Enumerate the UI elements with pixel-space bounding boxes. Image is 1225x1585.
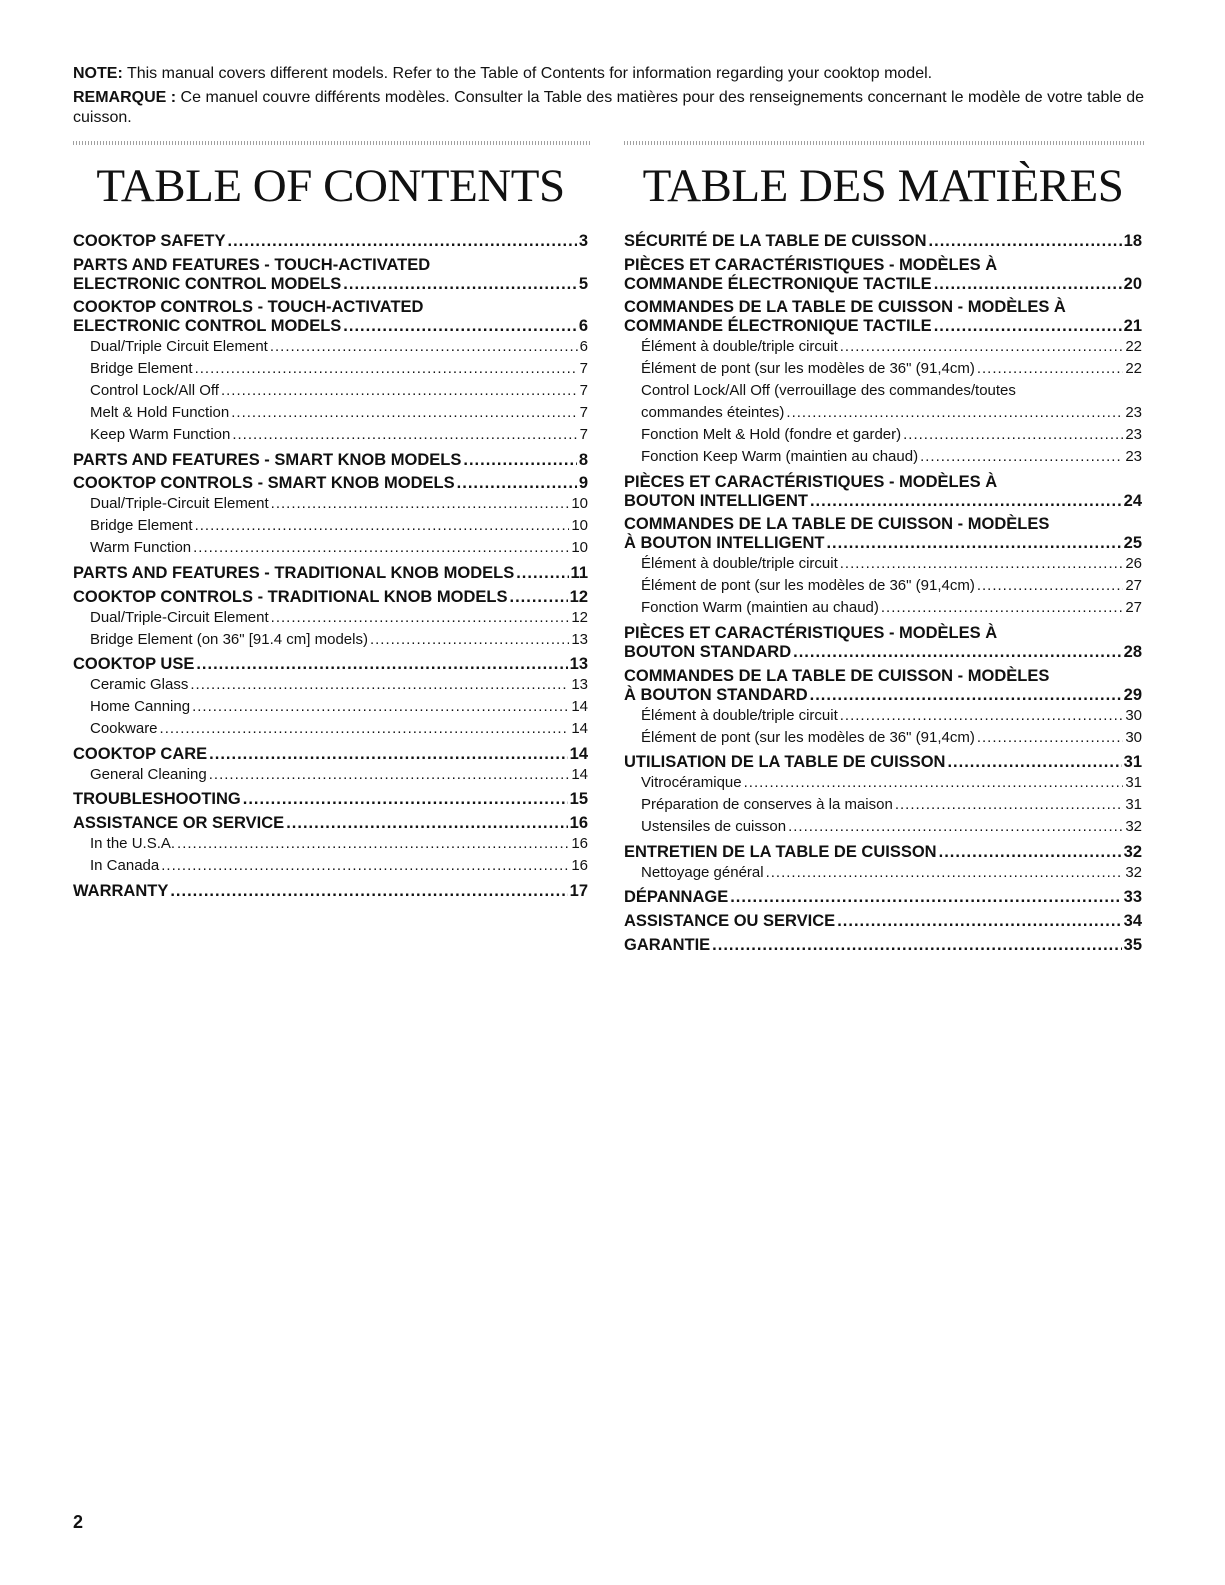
toc-entry[interactable] xyxy=(73,298,588,336)
toc-entry[interactable] xyxy=(624,424,1142,446)
dot-leader xyxy=(766,862,1124,884)
toc-entry[interactable] xyxy=(624,936,1142,955)
toc-entry[interactable] xyxy=(73,451,588,470)
toc-entry[interactable] xyxy=(624,912,1142,931)
toc-entry-title: À BOUTON STANDARD xyxy=(624,685,808,704)
toc-entry-title: Fonction Melt & Hold (fondre et garder) xyxy=(641,426,902,444)
toc-entry-title: ASSISTANCE OU SERVICE xyxy=(624,911,836,930)
toc-entry[interactable] xyxy=(73,336,588,358)
toc-page-number: 3 xyxy=(578,232,588,250)
toc-entry-title: Bridge Element xyxy=(90,360,193,378)
toc-entry-title: Vitrocéramique xyxy=(641,774,742,792)
dot-leader xyxy=(192,696,569,718)
toc-page-number: 14 xyxy=(571,765,588,783)
toc-entry[interactable] xyxy=(624,446,1142,468)
dot-leader xyxy=(195,515,570,537)
dot-leader xyxy=(903,424,1123,446)
toc-page-number: 7 xyxy=(579,382,588,400)
dot-leader xyxy=(271,607,570,629)
toc-page-number: 20 xyxy=(1123,274,1142,293)
toc-page-number: 6 xyxy=(578,317,588,336)
toc-entry[interactable] xyxy=(624,794,1142,816)
dot-leader xyxy=(195,358,578,380)
toc-entry-title: Fonction Warm (maintien au chaud) xyxy=(641,599,879,617)
dot-leader xyxy=(209,764,570,786)
toc-page-number: 31 xyxy=(1125,774,1142,792)
toc-entry-title: TROUBLESHOOTING xyxy=(73,790,241,809)
toc-entry-title-lead: PIÈCES ET CARACTÉRISTIQUES - MODÈLES À xyxy=(624,472,998,491)
dot-leader xyxy=(161,855,569,877)
toc-entry-title: Élément de pont (sur les modèles de 36" (91,4cm) xyxy=(641,360,975,378)
toc-entry-title-lead: Control Lock/All Off (verrouillage des commandes/toutes xyxy=(641,382,1016,400)
toc-page-number: 17 xyxy=(569,881,588,900)
toc-entry[interactable] xyxy=(624,816,1142,838)
toc-page-number: 32 xyxy=(1125,863,1142,881)
toc-entry-title: In Canada xyxy=(90,856,160,874)
dot-leader xyxy=(232,424,577,446)
toc-entry-title: Control Lock/All Off xyxy=(90,382,219,400)
toc-entry[interactable] xyxy=(73,515,588,537)
dot-leader xyxy=(895,794,1124,816)
dot-leader xyxy=(270,336,578,358)
toc-page-number: 31 xyxy=(1125,796,1142,814)
toc-page-number: 24 xyxy=(1123,491,1142,510)
toc-entry[interactable] xyxy=(624,843,1142,862)
toc-entry-title: ELECTRONIC CONTROL MODELS xyxy=(73,317,342,336)
toc-page-number: 27 xyxy=(1125,577,1142,595)
toc-list-french xyxy=(624,232,1142,955)
note-english xyxy=(73,64,1153,84)
toc-entry-title: BOUTON STANDARD xyxy=(624,642,792,661)
toc-entry[interactable] xyxy=(73,232,588,251)
notes-block xyxy=(73,64,1153,132)
dot-leader xyxy=(712,936,1121,955)
dot-leader xyxy=(881,597,1123,619)
toc-page-number: 16 xyxy=(569,813,588,832)
dot-leader xyxy=(840,705,1124,727)
toc-page-number: 23 xyxy=(1125,404,1142,422)
toc-entry[interactable] xyxy=(73,764,588,786)
toc-entry[interactable] xyxy=(624,515,1142,553)
dot-leader xyxy=(810,492,1122,511)
toc-entry-title-lead: COOKTOP CONTROLS - TOUCH-ACTIVATED xyxy=(73,298,424,317)
toc-page-number: 16 xyxy=(571,834,588,852)
dot-leader xyxy=(793,643,1122,662)
toc-page-number: 30 xyxy=(1125,706,1142,724)
toc-entry-title: UTILISATION DE LA TABLE DE CUISSON xyxy=(624,753,946,772)
toc-entry-title: Dual/Triple-Circuit Element xyxy=(90,495,269,513)
toc-page-number: 14 xyxy=(569,744,588,763)
dot-leader xyxy=(939,843,1122,862)
dot-leader xyxy=(160,718,570,740)
toc-page-number: 13 xyxy=(569,655,588,674)
divider-left xyxy=(73,141,590,145)
toc-entry[interactable] xyxy=(624,727,1142,749)
toc-entry[interactable] xyxy=(624,298,1142,336)
dot-leader xyxy=(929,232,1122,251)
toc-entry-title: Ustensiles de cuisson xyxy=(641,818,787,836)
dot-leader xyxy=(286,814,567,833)
remarque-text: Ce manuel couvre différents modèles. Consulter la Table des matières pour des renseignements concernant le modèle de votre table de cuisson. xyxy=(73,89,1145,126)
toc-page-number: 22 xyxy=(1125,360,1142,378)
toc-entry[interactable] xyxy=(73,564,588,583)
dot-leader xyxy=(516,564,568,583)
toc-entry[interactable] xyxy=(73,607,588,629)
toc-page-number: 29 xyxy=(1123,685,1142,704)
toc-entry-title: COOKTOP SAFETY xyxy=(73,232,226,250)
toc-entry-title: COOKTOP CARE xyxy=(73,744,208,763)
toc-page-number: 12 xyxy=(571,608,588,626)
toc-page-number: 23 xyxy=(1125,448,1142,466)
toc-entry[interactable] xyxy=(624,358,1142,380)
toc-entry[interactable] xyxy=(73,424,588,446)
toc-title-french: TABLE DES MATIÈRES xyxy=(642,160,1124,212)
toc-entry-title: ENTRETIEN DE LA TABLE DE CUISSON xyxy=(624,842,937,861)
toc-english xyxy=(73,158,588,901)
toc-entry-title: COOKTOP USE xyxy=(73,655,195,674)
toc-entry[interactable] xyxy=(624,232,1142,251)
toc-list-english xyxy=(73,232,588,901)
dot-leader xyxy=(977,727,1123,749)
toc-entry-title: Dual/Triple-Circuit Element xyxy=(90,608,269,626)
toc-entry-title: Élément à double/triple circuit xyxy=(641,338,838,356)
toc-entry[interactable] xyxy=(73,493,588,515)
dot-leader xyxy=(190,674,569,696)
toc-entry-title-lead: PIÈCES ET CARACTÉRISTIQUES - MODÈLES À xyxy=(624,255,998,274)
dot-leader xyxy=(934,275,1122,294)
toc-entry-title: Élément de pont (sur les modèles de 36" (91,4cm) xyxy=(641,577,975,595)
toc-entry-title: PARTS AND FEATURES - TRADITIONAL KNOB MODELS xyxy=(73,563,515,582)
toc-page-number: 5 xyxy=(578,274,588,293)
toc-entry[interactable] xyxy=(73,745,588,764)
toc-entry-title: GARANTIE xyxy=(624,935,711,954)
dot-leader xyxy=(457,474,577,493)
toc-entry[interactable] xyxy=(73,882,588,901)
dot-leader xyxy=(730,888,1121,907)
toc-entry-title: Dual/Triple Circuit Element xyxy=(90,338,268,356)
toc-entry-title: Nettoyage général xyxy=(641,863,764,881)
toc-page-number: 8 xyxy=(578,450,588,469)
toc-entry-title: Élément de pont (sur les modèles de 36" (91,4cm) xyxy=(641,728,975,746)
note-french xyxy=(73,88,1153,128)
dot-leader xyxy=(744,772,1124,794)
dot-leader xyxy=(170,882,567,901)
toc-page-number: 10 xyxy=(571,495,588,513)
toc-entry-title: COOKTOP CONTROLS - SMART KNOB MODELS xyxy=(73,474,455,493)
toc-page-number: 11 xyxy=(570,563,588,582)
dot-leader xyxy=(343,275,577,294)
toc-entry-title-lead: COMMANDES DE LA TABLE DE CUISSON - MODÈLES xyxy=(624,666,1050,685)
toc-entry-title: À BOUTON INTELLIGENT xyxy=(624,534,825,553)
toc-entry-title: Bridge Element xyxy=(90,517,193,535)
toc-entry[interactable] xyxy=(624,473,1142,511)
toc-entry[interactable] xyxy=(73,358,588,380)
toc-page-number: 7 xyxy=(579,426,588,444)
toc-page-number: 28 xyxy=(1123,642,1142,661)
toc-entry-title-lead: COMMANDES DE LA TABLE DE CUISSON - MODÈLES xyxy=(624,515,1050,534)
toc-entry-title: Bridge Element (on 36" [91.4 cm] models) xyxy=(90,630,368,648)
dot-leader xyxy=(193,537,569,559)
toc-entry-title: COMMANDE ÉLECTRONIQUE TACTILE xyxy=(624,317,932,336)
dot-leader xyxy=(788,816,1123,838)
toc-entry[interactable] xyxy=(73,588,588,607)
dot-leader xyxy=(977,358,1123,380)
toc-page-number: 25 xyxy=(1123,534,1142,553)
dot-leader xyxy=(221,380,578,402)
dot-leader xyxy=(934,317,1122,336)
toc-page-number: 34 xyxy=(1123,911,1142,930)
toc-entry-title: PARTS AND FEATURES - SMART KNOB MODELS xyxy=(73,450,462,469)
toc-page-number: 9 xyxy=(578,474,588,493)
dot-leader xyxy=(228,232,577,251)
toc-entry[interactable] xyxy=(624,256,1142,294)
toc-entry-title: ASSISTANCE OR SERVICE xyxy=(73,813,285,832)
toc-entry-title: Fonction Keep Warm (maintien au chaud) xyxy=(641,448,919,466)
toc-page-number: 32 xyxy=(1123,842,1142,861)
toc-page-number: 7 xyxy=(579,360,588,378)
dot-leader xyxy=(463,451,576,470)
toc-entry-title-lead: COMMANDES DE LA TABLE DE CUISSON - MODÈLES À xyxy=(624,298,1066,317)
toc-page-number: 32 xyxy=(1125,818,1142,836)
toc-entry-title: COMMANDE ÉLECTRONIQUE TACTILE xyxy=(624,274,932,293)
toc-entry[interactable] xyxy=(73,814,588,833)
toc-entry-title: Melt & Hold Function xyxy=(90,404,230,422)
toc-page-number: 14 xyxy=(571,698,588,716)
toc-page-number: 30 xyxy=(1125,728,1142,746)
toc-entry[interactable] xyxy=(73,674,588,696)
toc-entry-title: DÉPANNAGE xyxy=(624,888,729,907)
toc-entry-title: Élément à double/triple circuit xyxy=(641,555,838,573)
toc-page-number: 35 xyxy=(1123,935,1142,954)
remarque-label: REMARQUE : xyxy=(73,89,177,106)
dot-leader xyxy=(510,588,568,607)
toc-entry[interactable] xyxy=(73,833,588,855)
toc-entry-title: Keep Warm Function xyxy=(90,426,231,444)
toc-page-number: 14 xyxy=(571,720,588,738)
toc-page-number: 10 xyxy=(571,539,588,557)
toc-entry-title: In the U.S.A. xyxy=(90,834,176,852)
dot-leader xyxy=(826,534,1121,553)
toc-page-number: 7 xyxy=(579,404,588,422)
toc-entry[interactable] xyxy=(73,256,588,294)
dot-leader xyxy=(231,402,577,424)
toc-entry-title: COOKTOP CONTROLS - TRADITIONAL KNOB MODELS xyxy=(73,587,508,606)
dot-leader xyxy=(837,912,1121,931)
toc-entry[interactable] xyxy=(624,597,1142,619)
toc-page-number: 21 xyxy=(1123,317,1142,336)
toc-page-number: 27 xyxy=(1125,599,1142,617)
toc-entry-title: General Cleaning xyxy=(90,765,207,783)
toc-entry-title: SÉCURITÉ DE LA TABLE DE CUISSON xyxy=(624,232,927,250)
toc-page-number: 22 xyxy=(1125,338,1142,356)
toc-entry-title: Élément à double/triple circuit xyxy=(641,706,838,724)
toc-entry[interactable] xyxy=(624,888,1142,907)
toc-entry[interactable] xyxy=(73,655,588,674)
dot-leader xyxy=(271,493,570,515)
toc-page-number: 31 xyxy=(1123,753,1142,772)
dot-leader xyxy=(209,745,567,764)
toc-entry[interactable] xyxy=(624,575,1142,597)
toc-entry[interactable] xyxy=(73,855,588,877)
toc-entry[interactable] xyxy=(73,629,588,651)
toc-entry[interactable] xyxy=(624,862,1142,884)
dot-leader xyxy=(343,317,577,336)
dot-leader xyxy=(840,553,1124,575)
toc-page-number: 10 xyxy=(571,517,588,535)
toc-page-number: 26 xyxy=(1125,555,1142,573)
note-label: NOTE: xyxy=(73,65,123,82)
toc-french xyxy=(624,158,1142,955)
dot-leader xyxy=(977,575,1123,597)
dot-leader xyxy=(786,402,1123,424)
dot-leader xyxy=(370,629,569,651)
toc-title-english: TABLE OF CONTENTS xyxy=(96,160,565,212)
toc-entry[interactable] xyxy=(73,537,588,559)
dot-leader xyxy=(196,655,567,674)
dot-leader xyxy=(243,790,568,809)
toc-entry[interactable] xyxy=(73,790,588,809)
toc-page-number: 13 xyxy=(571,676,588,694)
toc-page-number: 18 xyxy=(1123,232,1142,250)
toc-page-number: 23 xyxy=(1125,426,1142,444)
toc-entry[interactable] xyxy=(73,474,588,493)
dot-leader xyxy=(920,446,1123,468)
toc-entry-title: Ceramic Glass xyxy=(90,676,189,694)
dot-leader xyxy=(810,686,1122,705)
dot-leader xyxy=(177,833,569,855)
toc-entry[interactable] xyxy=(624,553,1142,575)
toc-page-number: 12 xyxy=(569,587,588,606)
toc-entry[interactable] xyxy=(73,380,588,402)
divider-right xyxy=(624,141,1144,145)
toc-entry-title: Home Canning xyxy=(90,698,191,716)
toc-entry[interactable] xyxy=(624,705,1142,727)
toc-entry[interactable] xyxy=(73,718,588,740)
toc-entry[interactable] xyxy=(73,696,588,718)
page-number: 2 xyxy=(73,1512,84,1532)
toc-page-number: 6 xyxy=(579,338,588,356)
toc-entry-title: ELECTRONIC CONTROL MODELS xyxy=(73,274,342,293)
toc-entry[interactable] xyxy=(624,667,1142,705)
toc-entry-title: BOUTON INTELLIGENT xyxy=(624,491,808,510)
toc-entry-title: Préparation de conserves à la maison xyxy=(641,796,893,814)
note-text: This manual covers different models. Refer to the Table of Contents for information regarding your cooktop model. xyxy=(122,65,933,82)
toc-page-number: 13 xyxy=(571,630,588,648)
toc-entry[interactable] xyxy=(624,336,1142,358)
toc-entry-title: commandes éteintes) xyxy=(641,404,785,422)
toc-entry-title: WARRANTY xyxy=(73,881,169,900)
toc-page-number: 16 xyxy=(571,856,588,874)
toc-entry[interactable] xyxy=(624,753,1142,772)
toc-entry[interactable] xyxy=(624,380,1142,424)
toc-entry-title-lead: PARTS AND FEATURES - TOUCH-ACTIVATED xyxy=(73,255,431,274)
toc-page-number: 15 xyxy=(569,790,588,809)
toc-entry-title: Warm Function xyxy=(90,539,192,557)
toc-entry[interactable] xyxy=(624,624,1142,662)
toc-entry[interactable] xyxy=(624,772,1142,794)
toc-entry[interactable] xyxy=(73,402,588,424)
toc-entry-title-lead: PIÈCES ET CARACTÉRISTIQUES - MODÈLES À xyxy=(624,623,998,642)
toc-entry-title: Cookware xyxy=(90,720,158,738)
dot-leader xyxy=(840,336,1124,358)
dot-leader xyxy=(947,753,1121,772)
toc-page-number: 33 xyxy=(1123,888,1142,907)
